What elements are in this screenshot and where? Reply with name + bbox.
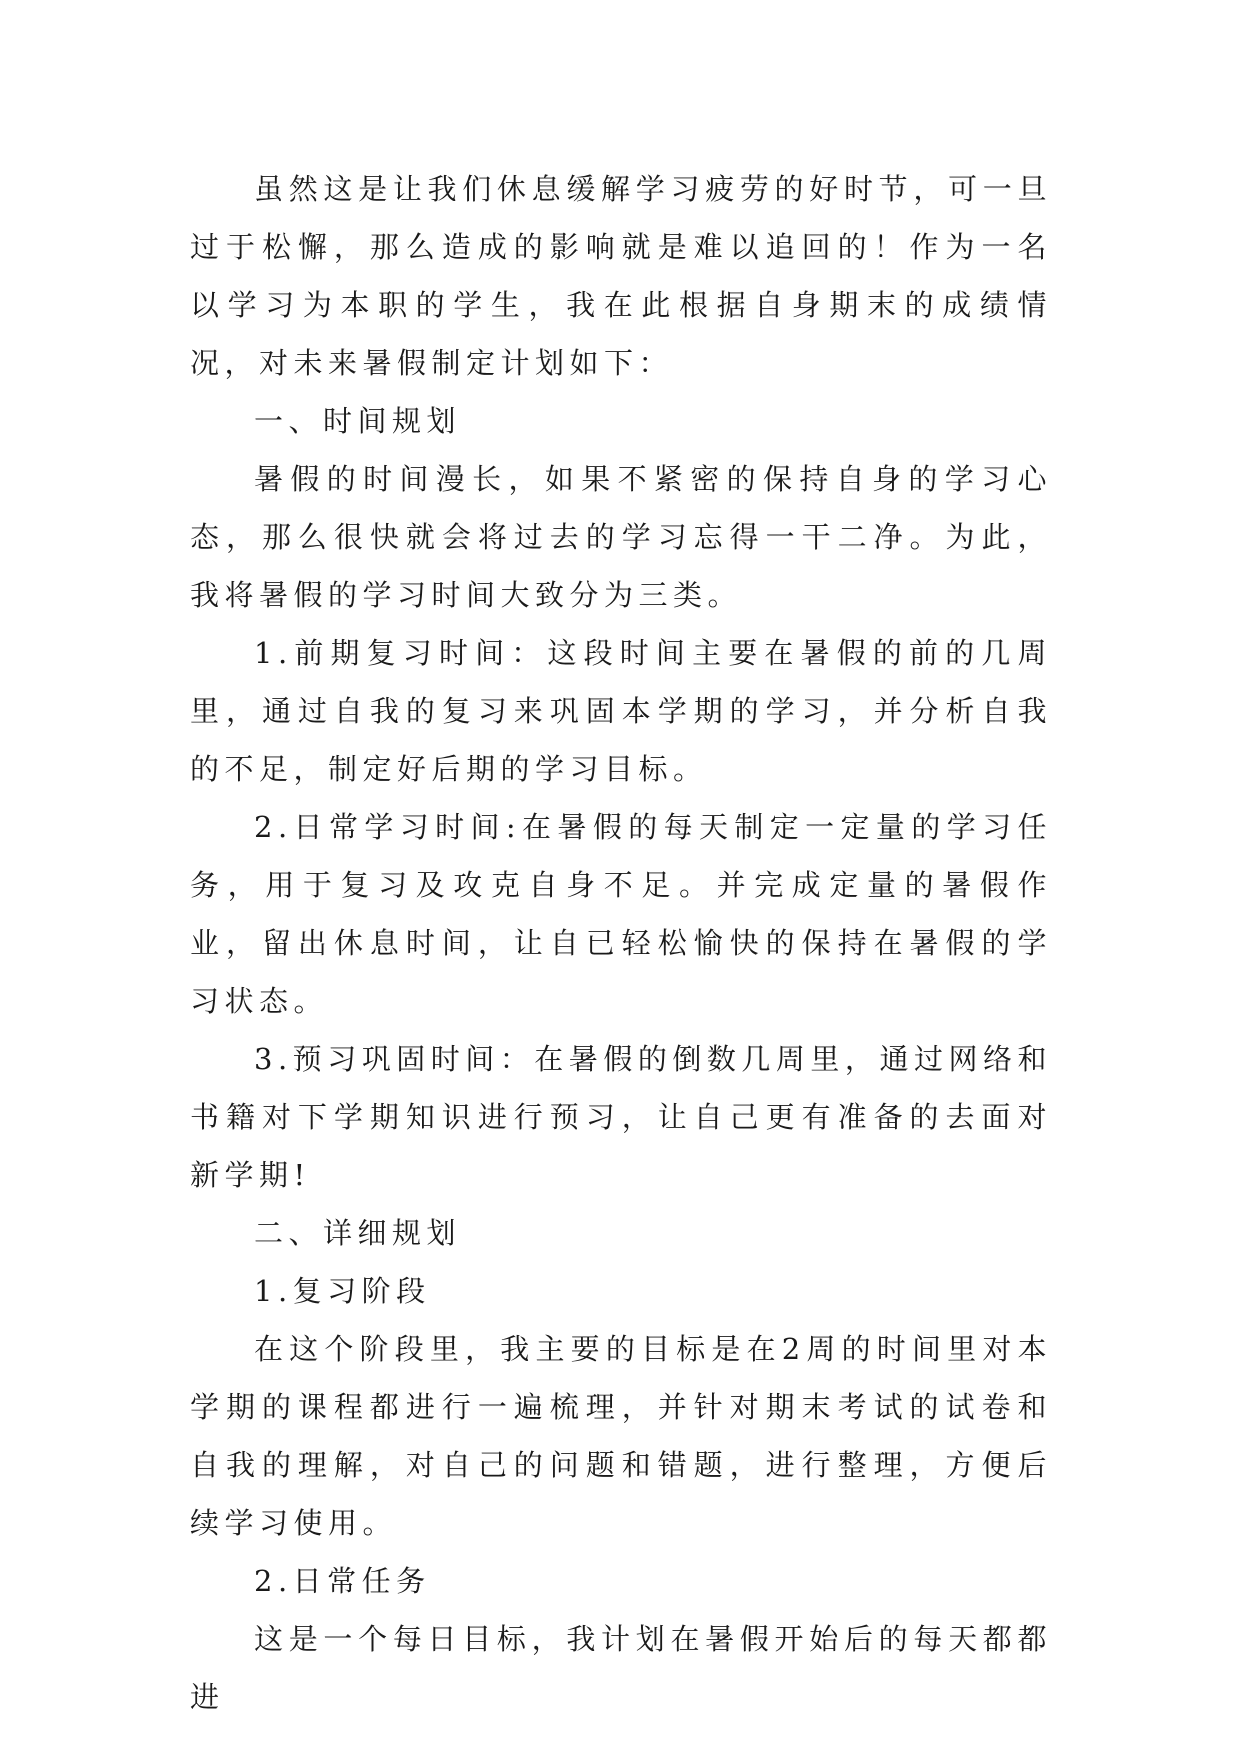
- review-stage-paragraph: 在这个阶段里，我主要的目标是在2周的时间里对本学期的课程都进行一遍梳理，并针对期末考试的试卷和自我的理解，对自己的问题和错题，进行整理，方便后续学习使用。: [190, 1332, 1052, 1540]
- list-item-daily-study: 2.日常学习时间:在暑假的每天制定一定量的学习任务，用于复习及攻克自身不足。并完成定量的暑假作业，留出休息时间，让自已轻松愉快的保持在暑假的学习状态。: [190, 810, 1052, 1018]
- subheading-review-stage: 1.复习阶段: [254, 1274, 431, 1308]
- section-heading-time-planning: 一、时间规划: [254, 404, 462, 438]
- time-planning-paragraph: 暑假的时间漫长，如果不紧密的保持自身的学习心态，那么很快就会将过去的学习忘得一干二净。为此，我将暑假的学习时间大致分为三类。: [190, 462, 1052, 612]
- intro-paragraph: 虽然这是让我们休息缓解学习疲劳的好时节，可一旦过于松懈，那么造成的影响就是难以追回的！作为一名以学习为本职的学生，我在此根据自身期末的成绩情况，对未来暑假制定计划如下：: [190, 172, 1052, 380]
- section-heading-detailed-planning: 二、详细规划: [254, 1216, 462, 1250]
- list-item-preview: 3.预习巩固时间：在暑假的倒数几周里，通过网络和书籍对下学期知识进行预习，让自己更有准备的去面对新学期!: [190, 1042, 1052, 1192]
- list-item-early-review: 1.前期复习时间：这段时间主要在暑假的前的几周里，通过自我的复习来巩固本学期的学习，并分析自我的不足，制定好后期的学习目标。: [190, 636, 1052, 786]
- subheading-daily-tasks: 2.日常任务: [254, 1564, 431, 1598]
- document-body: [190, 160, 1052, 1726]
- daily-tasks-paragraph: 这是一个每日目标，我计划在暑假开始后的每天都都进: [190, 1622, 1052, 1714]
